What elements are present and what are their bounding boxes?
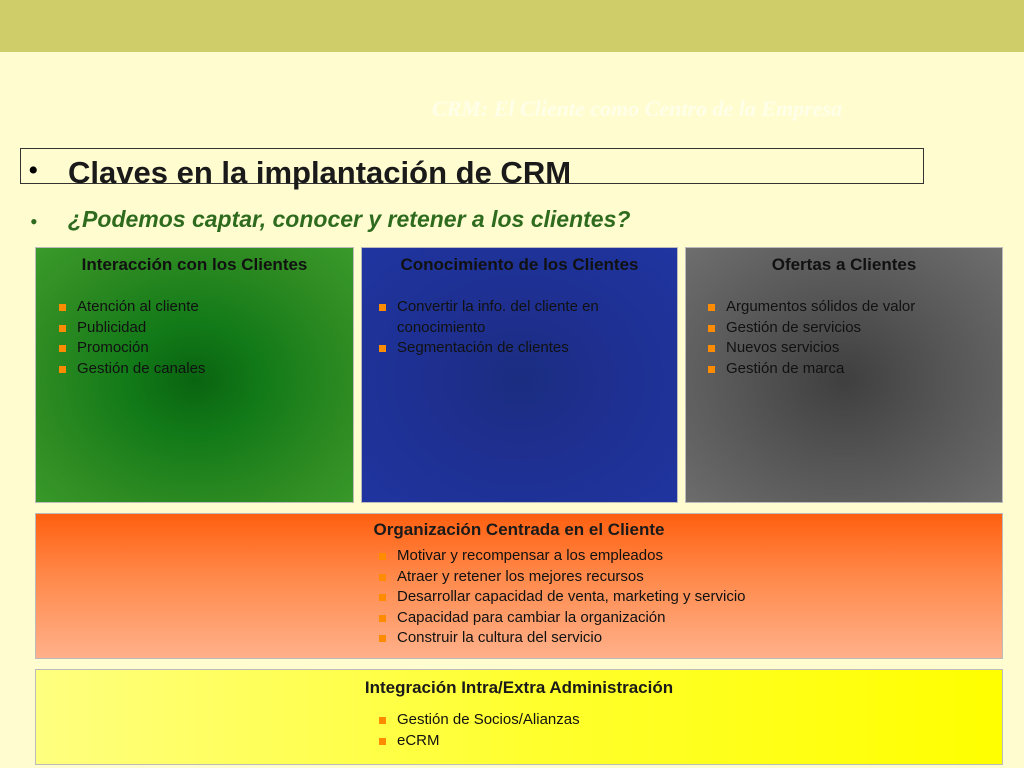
integration-panel — [35, 669, 1003, 765]
organization-title: Organización Centrada en el Cliente — [373, 520, 665, 539]
list-item: Argumentos sólidos de valor — [708, 297, 915, 318]
card-title: Conocimiento de los Clientes — [400, 255, 639, 274]
integration-title: Integración Intra/Extra Administración — [364, 678, 674, 697]
list-item: Atraer y retener los mejores recursos — [379, 567, 746, 588]
list-item: Publicidad — [59, 318, 205, 339]
card-list — [379, 297, 659, 359]
heading-bullet: • — [28, 154, 39, 187]
card-list — [59, 297, 205, 379]
list-item: Gestión de Socios/Alianzas — [379, 710, 580, 731]
list-item: Convertir la info. del cliente en conocimiento — [379, 297, 659, 338]
list-item: Gestión de canales — [59, 359, 205, 380]
slide-title: CRM: El Cliente como Centro de la Empresa — [432, 96, 843, 121]
card-interaccion — [35, 247, 354, 503]
organization-panel — [35, 513, 1003, 659]
list-item: Segmentación de clientes — [379, 338, 659, 359]
question-text: ¿Podemos captar, conocer y retener a los clientes? — [68, 206, 631, 232]
list-item: eCRM — [379, 731, 580, 752]
list-item: Atención al cliente — [59, 297, 205, 318]
list-item: Gestión de servicios — [708, 318, 915, 339]
card-list — [708, 297, 915, 379]
list-item: Gestión de marca — [708, 359, 915, 380]
card-title: Ofertas a Clientes — [771, 255, 917, 274]
card-ofertas — [685, 247, 1003, 503]
card-conocimiento — [361, 247, 678, 503]
list-item: Desarrollar capacidad de venta, marketing y servicio — [379, 587, 746, 608]
top-bar — [0, 0, 1024, 52]
list-item: Capacidad para cambiar la organización — [379, 608, 746, 629]
organization-list — [379, 546, 746, 649]
integration-list — [379, 710, 580, 751]
list-item: Nuevos servicios — [708, 338, 915, 359]
list-item: Construir la cultura del servicio — [379, 628, 746, 649]
list-item: Motivar y recompensar a los empleados — [379, 546, 746, 567]
heading-text: Claves en la implantación de CRM — [68, 155, 572, 190]
question-bullet: • — [30, 209, 38, 234]
card-title: Interacción con los Clientes — [81, 255, 308, 274]
list-item: Promoción — [59, 338, 205, 359]
